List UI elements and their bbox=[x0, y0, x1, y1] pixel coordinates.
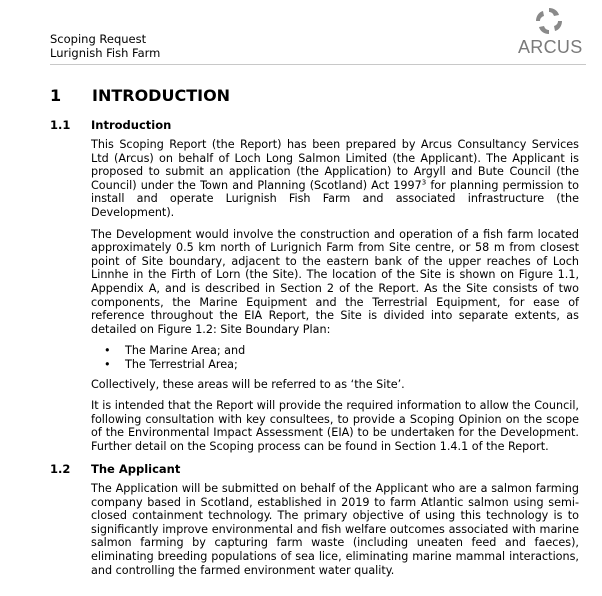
bullet-list bbox=[91, 344, 579, 371]
subsection-number: 1.2 bbox=[50, 462, 71, 476]
paragraph: It is intended that the Report will provide the required information to allow the Council, following consultation with key consultees, to provide a Scoping Opinion on the scope of the Environmental Impact Assessment (EIA) to be undertaken for the Development. Further detail on the Scoping process can be found in Section 1.4.1 of the Report. bbox=[91, 399, 579, 453]
document-header bbox=[50, 33, 160, 60]
paragraph: The Development would involve the construction and operation of a fish farm located approximately 0.5 km north of Lurignich Farm from Site centre, or 58 m from closest point of Site boundary, adjacent to the eastern bank of the upper reaches of Loch Linnhe in the Firth of Lorn (the Site). The location of the Site is shown on Figure 1.1, Appendix A, and is described in Section 2 of the Report. As the Site consists of two components, the Marine Equipment and the Terrestrial Equipment, for ease of reference throughout the EIA Report, the Site is divided into separate extents, as detailed on Figure 1.2: Site Boundary Plan: bbox=[91, 227, 579, 336]
subsection-number: 1.1 bbox=[50, 118, 71, 132]
paragraph: The Application will be submitted on behalf of the Applicant who are a salmon farming company based in Scotland, established in 2019 to farm Atlantic salmon using semi-closed containment technology. The primary objective of using this technology is to significantly improve environmental and fish welfare outcomes associated with marine salmon farming by capturing farm waste (including uneaten feed and faeces), eliminating breeding populations of sea lice, eliminating marine mammal interactions, and controlling the farmed environment water quality. bbox=[91, 482, 579, 577]
header-divider bbox=[50, 64, 586, 65]
section-1-2-body bbox=[91, 482, 579, 585]
section-heading-1 bbox=[50, 86, 230, 105]
subsection-title: The Applicant bbox=[91, 462, 181, 476]
paragraph: Collectively, these areas will be referred to as ‘the Site’. bbox=[91, 377, 405, 391]
subsection-heading-1-1 bbox=[50, 118, 171, 132]
section-title: INTRODUCTION bbox=[92, 86, 231, 105]
logo-text: ARCUS bbox=[518, 37, 583, 57]
list-item: • The Marine Area; and bbox=[91, 344, 579, 358]
header-project: Lurignish Fish Farm bbox=[50, 45, 161, 60]
list-item: • The Terrestrial Area; bbox=[91, 358, 579, 372]
section-number: 1 bbox=[50, 86, 62, 105]
header-title: Scoping Request bbox=[50, 32, 147, 46]
footnote-ref[interactable]: 3 bbox=[421, 178, 427, 187]
arcus-logo bbox=[518, 6, 583, 60]
section-1-1-body bbox=[91, 138, 579, 461]
subsection-title: Introduction bbox=[91, 118, 172, 132]
subsection-heading-1-2 bbox=[50, 462, 180, 476]
arcus-swirl-icon bbox=[534, 6, 564, 36]
paragraph: This Scoping Report (the Report) has been prepared by Arcus Consultancy Services Ltd (Arcus) on behalf of Loch Long Salmon Limited (the Applicant). The Applicant is proposed to submit an application (the Application) to Argyll and Bute Council (the Council) under the Town and Planning (Scotland) Act 1997$^3$ for planning permission to install and operate Lurignish Fish Farm and associated infrastructure (the Development). bbox=[91, 138, 580, 219]
